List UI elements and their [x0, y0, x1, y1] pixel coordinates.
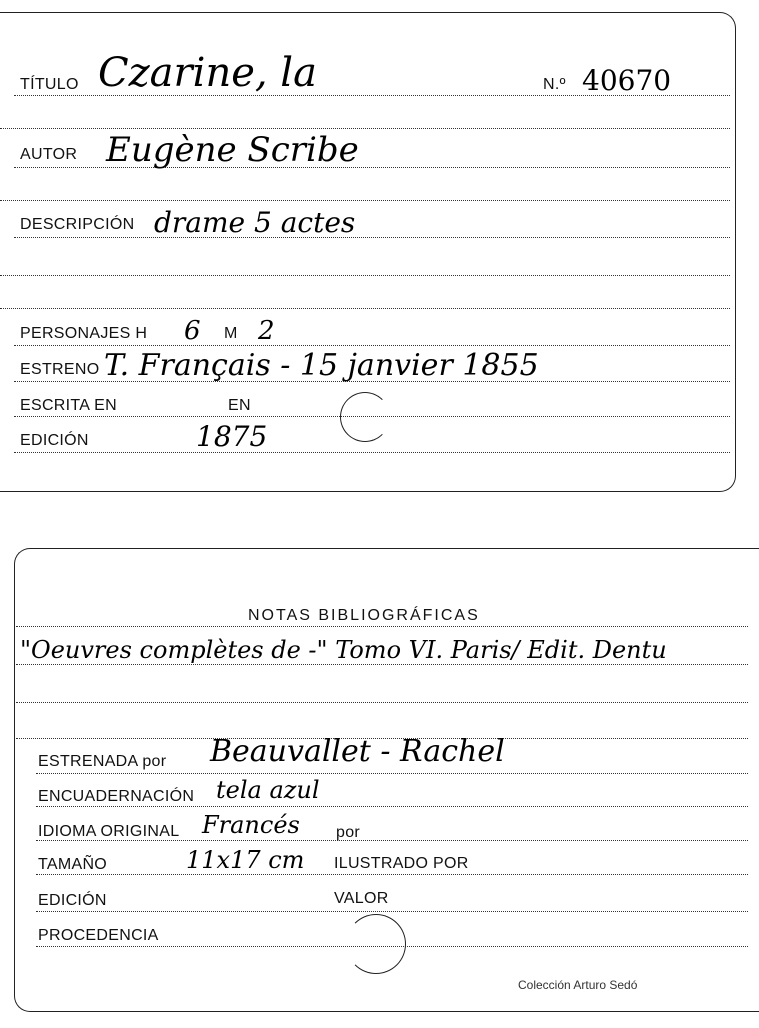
notas-value: "Oeuvres complètes de -" Tomo VI. Paris/ Edit. Dentu — [20, 636, 667, 664]
rule-line — [16, 664, 748, 665]
rule-line — [36, 911, 748, 912]
autor-value: Eugène Scribe — [106, 130, 359, 170]
personajes-h-value: 6 — [184, 316, 201, 346]
punch-hole-mark — [346, 914, 406, 974]
estreno-value: T. Français - 15 janvier 1855 — [104, 348, 539, 383]
rule-line — [0, 128, 730, 129]
valor-label: VALOR — [334, 890, 389, 907]
descripcion-value: drame 5 actes — [154, 206, 356, 239]
estrenada-value: Beauvallet - Rachel — [210, 734, 505, 769]
rule-line — [36, 874, 748, 875]
encuadernacion-label: ENCUADERNACIÓN — [38, 788, 195, 805]
idioma-por-label: por — [336, 824, 361, 841]
titulo-value: Czarine, la — [98, 50, 317, 96]
rule-line — [36, 773, 748, 774]
rule-line — [0, 275, 730, 276]
idioma-value: Francés — [202, 811, 300, 839]
rule-line — [14, 345, 730, 346]
ilustrado-label: ILUSTRADO POR — [334, 855, 469, 872]
rule-line — [0, 200, 730, 201]
edicion-value: 1875 — [196, 420, 268, 453]
procedencia-label: PROCEDENCIA — [38, 927, 159, 944]
rule-line — [14, 452, 730, 453]
coleccion-stamp: Colección Arturo Sedó — [518, 978, 638, 992]
encuadernacion-value: tela azul — [216, 776, 320, 804]
personajes-m-value: 2 — [258, 316, 275, 346]
edicion-label: EDICIÓN — [20, 432, 89, 449]
tamano-value: 11x17 cm — [186, 846, 305, 874]
notas-heading: NOTAS BIBLIOGRÁFICAS — [248, 607, 480, 624]
descripcion-label: DESCRIPCIÓN — [20, 216, 135, 233]
numero-value: 40670 — [582, 64, 672, 97]
estrenada-label: ESTRENADA por — [38, 753, 167, 770]
titulo-label: TÍTULO — [20, 76, 79, 93]
personajes-label: PERSONAJES H — [20, 325, 148, 342]
autor-label: AUTOR — [20, 146, 78, 163]
escrita-en-label: EN — [228, 397, 251, 414]
estreno-label: ESTRENO — [20, 361, 100, 378]
punch-hole-mark — [340, 392, 390, 442]
idioma-label: IDIOMA ORIGINAL — [38, 823, 180, 840]
rule-line — [16, 626, 748, 627]
personajes-m-label: M — [224, 325, 238, 342]
rule-line — [16, 702, 748, 703]
rule-line — [0, 308, 730, 309]
rule-line — [14, 237, 730, 238]
tamano-label: TAMAÑO — [38, 856, 108, 873]
rule-line — [36, 806, 748, 807]
numero-label: N.º — [543, 76, 566, 93]
edicion2-label: EDICIÓN — [38, 892, 107, 909]
escrita-label: ESCRITA EN — [20, 397, 117, 414]
